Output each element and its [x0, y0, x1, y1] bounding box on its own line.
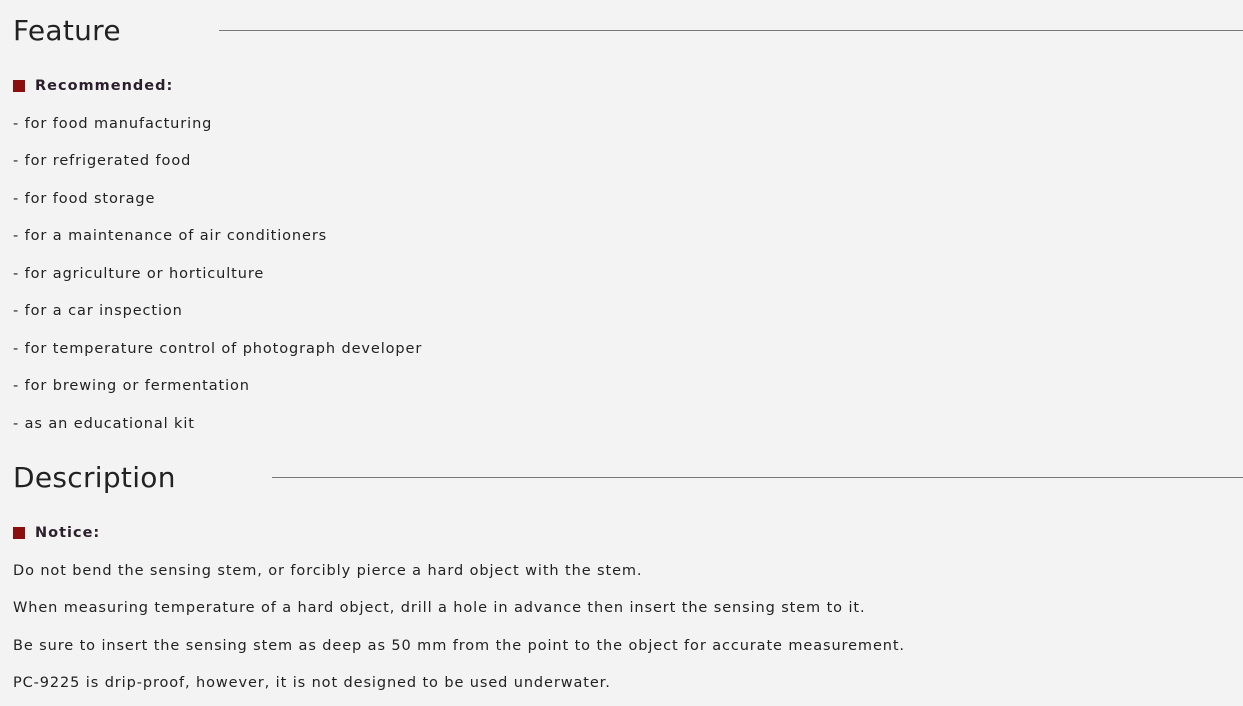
list-item: - for temperature control of photograph developer [13, 341, 423, 357]
list-item: - for a car inspection [13, 303, 183, 319]
notice-label: Notice: [35, 525, 101, 541]
recommended-label: Recommended: [35, 78, 174, 94]
recommended-subheading [13, 76, 173, 96]
feature-heading-row [13, 13, 1243, 47]
description-divider [272, 477, 1243, 478]
list-item: - for a maintenance of air conditioners [13, 228, 328, 244]
list-item: - for food manufacturing [13, 116, 213, 132]
square-bullet-icon [13, 80, 25, 92]
notice-item: Do not bend the sensing stem, or forcibly pierce a hard object with the stem. [13, 563, 643, 579]
feature-section [13, 13, 1243, 432]
list-item: - for food storage [13, 191, 156, 207]
list-item: - for refrigerated food [13, 153, 192, 169]
list-item: - as an educational kit [13, 416, 195, 432]
notice-subheading [13, 523, 100, 543]
square-bullet-icon [13, 527, 25, 539]
feature-divider [219, 30, 1243, 31]
description-section [13, 460, 1243, 691]
feature-title: Feature [13, 13, 121, 47]
description-heading-row [13, 460, 1243, 494]
notice-item: When measuring temperature of a hard object, drill a hole in advance then insert the sensing stem to it. [13, 600, 866, 616]
description-title: Description [13, 460, 176, 494]
list-item: - for brewing or fermentation [13, 378, 250, 394]
list-item: - for agriculture or horticulture [13, 266, 265, 282]
notice-item: PC-9225 is drip-proof, however, it is not designed to be used underwater. [13, 675, 611, 691]
notice-item: Be sure to insert the sensing stem as deep as 50 mm from the point to the object for accurate measurement. [13, 638, 905, 654]
